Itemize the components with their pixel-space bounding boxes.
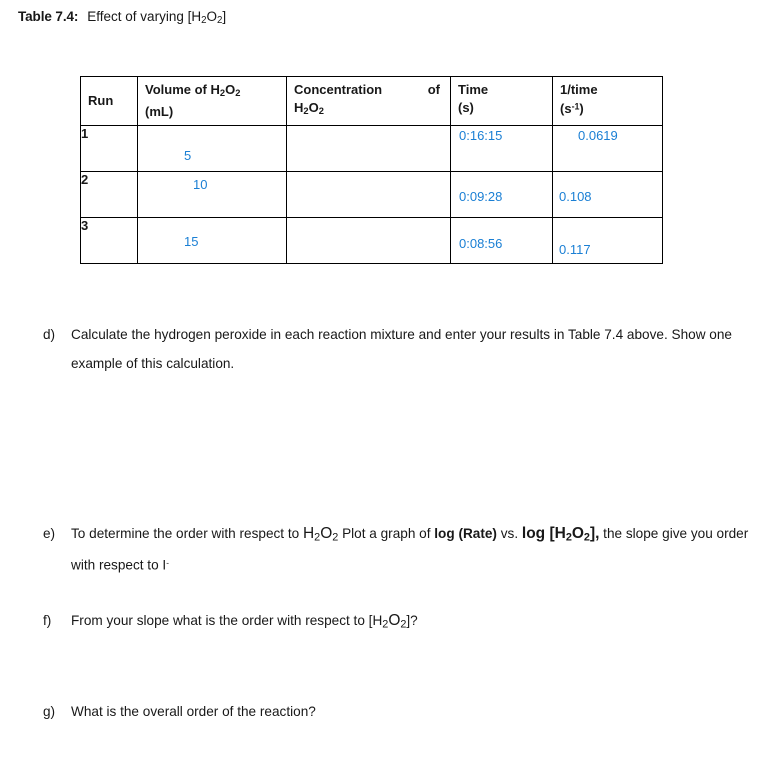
question-f-sub-2: 2 — [400, 618, 407, 631]
cell-volume-value: 10 — [193, 177, 208, 192]
question-text-e — [71, 521, 753, 577]
time-header-line1: Time — [458, 82, 489, 97]
question-e-chem-pre: H — [302, 525, 315, 542]
cell-inverse-time-value: 0.108 — [559, 189, 592, 204]
column-header-volume-line2: (mL) — [145, 103, 174, 119]
cell-inverse-time[interactable] — [553, 126, 663, 172]
inverse-time-header-sup: -1 — [571, 101, 580, 112]
volume-header-mid: O — [225, 82, 236, 97]
cell-volume[interactable] — [138, 218, 287, 264]
question-marker-e: e) — [43, 526, 56, 541]
volume-header-sub-1: 2 — [219, 88, 226, 99]
cell-time[interactable] — [451, 126, 553, 172]
column-header-time — [451, 77, 553, 126]
question-marker-d: d) — [43, 327, 56, 342]
concentration-header-sub-2: 2 — [318, 105, 324, 116]
concentration-header-line2 — [294, 100, 324, 115]
cell-concentration[interactable] — [287, 126, 451, 172]
volume-header-sub-2: 2 — [235, 88, 241, 99]
caption-text-mid: O — [206, 9, 218, 24]
cell-volume[interactable] — [138, 172, 287, 218]
question-item-e — [43, 521, 753, 577]
cell-concentration[interactable] — [287, 172, 451, 218]
inverse-time-header-post: ) — [579, 101, 584, 117]
cell-time[interactable] — [451, 218, 553, 264]
question-f-mid: O — [388, 612, 401, 629]
cell-run: 2 — [81, 172, 138, 218]
time-header-line2: (s) — [458, 99, 474, 115]
table-row — [81, 218, 663, 264]
question-e-iodide-charge — [166, 557, 169, 572]
table-caption — [18, 8, 226, 30]
question-marker-g: g) — [43, 704, 56, 719]
caption-text-before: Effect of varying [H — [87, 9, 202, 24]
question-e-bold2-sub-1: 2 — [565, 531, 572, 544]
question-text-f — [71, 606, 603, 640]
column-header-run: Run — [81, 77, 138, 126]
concentration-header-of: of — [427, 82, 440, 97]
cell-run: 1 — [81, 126, 138, 172]
table-row — [81, 126, 663, 172]
table-header-row — [81, 77, 663, 126]
cell-concentration[interactable] — [287, 218, 451, 264]
question-e-chem-sub-2: 2 — [332, 531, 339, 544]
cell-run: 3 — [81, 218, 138, 264]
cell-time-value: 0:16:15 — [459, 128, 503, 143]
question-e-seg2: Plot a graph of — [338, 526, 435, 541]
cell-time-value: 0:08:56 — [459, 236, 503, 251]
table-body — [81, 126, 663, 264]
cell-volume-value: 15 — [184, 234, 199, 249]
table-caption-text — [87, 9, 227, 27]
caption-sub-1: 2 — [201, 15, 207, 27]
question-e-seg1: To determine the order with respect to — [71, 526, 303, 541]
cell-volume-value: 5 — [184, 148, 192, 163]
question-e-bold2-pre: log [H — [521, 525, 566, 542]
inverse-time-header-pre: (s — [560, 101, 572, 117]
question-e-seg3: vs. — [496, 526, 522, 541]
column-header-concentration — [287, 77, 451, 126]
concentration-header-sub-1: 2 — [303, 105, 309, 116]
concentration-header-line1 — [294, 81, 444, 99]
question-item-g — [43, 697, 543, 726]
volume-header-pre: Volume of H — [145, 82, 220, 97]
cell-inverse-time-value: 0.117 — [559, 242, 591, 257]
effect-of-varying-h2o2-table — [80, 76, 663, 264]
question-text-g: What is the overall order of the reaction? — [71, 704, 316, 719]
question-e-bold2-post: ], — [589, 525, 600, 542]
question-e-bold-log-h2o2 — [522, 525, 600, 542]
question-e-chem-sub-1: 2 — [314, 531, 321, 544]
question-item-d — [43, 320, 743, 378]
cell-inverse-time-value: 0.0619 — [578, 128, 618, 143]
question-f-chem-h2o2 — [382, 612, 406, 629]
question-e-bold2-mid: O — [571, 525, 584, 542]
column-header-volume-line1 — [145, 82, 240, 97]
question-e-iodide-sup: - — [166, 558, 169, 568]
question-f-sub-1: 2 — [382, 618, 389, 631]
question-e-bold2-sub-2: 2 — [583, 531, 590, 544]
cell-time-value: 0:09:28 — [459, 189, 503, 204]
concentration-header-pre: H — [294, 99, 304, 115]
cell-time[interactable] — [451, 172, 553, 218]
cell-inverse-time[interactable] — [553, 172, 663, 218]
cell-inverse-time[interactable] — [553, 218, 663, 264]
table-row — [81, 172, 663, 218]
question-e-seg4: the slope give you order with respect to I — [71, 526, 749, 573]
caption-text-after: ] — [222, 9, 227, 24]
question-f-seg2: ]? — [406, 613, 418, 628]
caption-sub-2: 2 — [217, 15, 223, 27]
column-header-volume — [138, 77, 287, 126]
question-e-bold-log-rate: log (Rate) — [434, 526, 497, 541]
question-e-chem-mid: O — [320, 525, 333, 542]
question-f-seg1: From your slope what is the order with respect to [H — [71, 613, 383, 628]
inverse-time-header-line2 — [560, 101, 584, 116]
concentration-header-word: Concentration — [294, 82, 383, 97]
concentration-header-mid: O — [308, 99, 319, 115]
table-header — [81, 77, 663, 126]
table-caption-label: Table 7.4: — [18, 9, 79, 24]
question-item-f — [43, 606, 603, 640]
column-header-inverse-time — [553, 77, 663, 126]
question-e-chem-h2o2 — [303, 525, 338, 542]
question-text-d: Calculate the hydrogen peroxide in each reaction mixture and enter your results in Table 7.4 above. Show one example of this calculation. — [71, 327, 732, 371]
inverse-time-header-line1: 1/time — [560, 82, 598, 97]
cell-volume[interactable] — [138, 126, 287, 172]
question-marker-f: f) — [43, 613, 52, 628]
